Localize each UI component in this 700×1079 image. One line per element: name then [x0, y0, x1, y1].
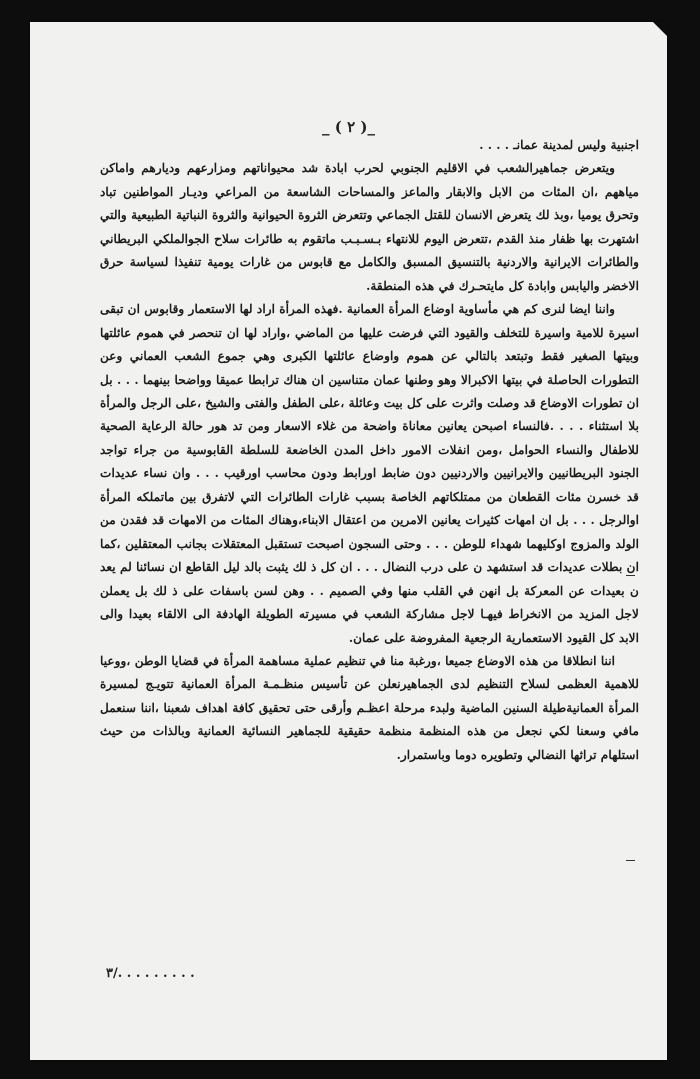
page-corner-fold — [653, 22, 667, 36]
document-body — [100, 134, 639, 767]
continuation-mark: ٣/. . . . . . . . . — [106, 966, 195, 981]
margin-mark-2 — [626, 860, 635, 861]
margin-mark-1 — [626, 575, 635, 576]
paragraph-4: اننا انطلاقا من هذه الاوضاع جميعا ،ورغبة منا في تنظيم عملية مساهمة المرأة في قضايا الوطن ،ووعيا للاهمية العظمى لسلاح التنظيم لدى الجماهيرنعلن عن تأسيس منظـمـة المرأة العمانية تتويـج لمسيرة المرأة العمانيةطيلة السنين الماضية ولبدء مرحلة اعظـم وأرقى حتى تحقيق كافة اهداف شعبنا ،اننا سنعمل مافي وسعنا لكي نجعل من هذه المنظمة منظمة حقيقية للجماهير النسائية العمانية وبالذات من حيث استلهام تراثها النضالي وتطويره دوما وباستمرار. — [100, 653, 639, 762]
page-number: _ ( ٢ )_ — [322, 118, 375, 136]
paragraph-1: اجنبية وليس لمدينة عمانـ . . . . — [479, 138, 639, 152]
document-page — [30, 22, 667, 1060]
paragraph-2: ويتعرض جماهيرالشعب في الاقليم الجنوبي لحرب ابادة شد محيواناتهم ومزارعهم وديارهم واماكن مياههم ،ان المئات من الابل والابقار والماعز والمساحات الشاسعة من المراعي وديـار المواطنين تباد وتحرق يوميا ،وبذ لك يتعرض الانسان للقتل الجماعي وتتعرض الثروة الحيوانية والثروة النباتية الطبيعية والتي اشتهرت بها ظفار منذ القدم ،تتعرض اليوم للانتهاء بـسـبـب ماتقوم به طائرات سلاح الجوالملكي البريطاني والطائرات الايرانية والاردنية بالتنسيق المسبق والكامل مع قابوس من غارات يومية تنفيذا لسياسة حرق الاخضر واليابس وابادة كل مايتحـرك في هذه المنطقة. — [100, 161, 639, 293]
paragraph-3: واننا ايضا لنرى كم هي مأساوية اوضاع المرأة العمانية .فهذه المرأة اراد لها الاستعمار وقابوس ان تبقى اسيرة للامية واسيرة للتخلف والقيود التي فرضت عليها من الماضي ،واراد لها ان تنحصر في هموم عائلتها وبيتها الصغير فقط وتبتعد بالتالي عن هموم واوضاع عائلتها الكبرى وهي جموع الشعب العماني وعن التطورات الحاصلة في بيتها الاكبرالا وهو وطنها عمان متناسين ان هناك ترابطا عميقا وواضحا بينهما . . . بل ان تطورات الاوضاع قد وصلت واثرت على كل بيت وعائلة ،على الطفل والفتى والشيخ ،على الرجل والمرأة بلا استثناء . . . .فالنساء اصبحن يعانين معاناة واضحة من غلاء الاسعار ومن تد هور حالة الرعاية الصحية للاطفال والنساء الحوامل ،ومن انفلات الامور داخل المدن الخاضعة للسلطة القابوسية من جراء تواجد الجنود البريطانيين والايرانيين والاردنيين دون ضابط اورابط ودون محاسب اورقيب . . . وان نساء عديدات قد خسرن مئات القطعان من ممتلكاتهم الخاصة بسبب غارات الطائرات التي لاتفرق بين ماتملكه المرأة اوالرجل . . . بل ان امهات كثيرات يعانين الامرين من اعتقال الابناء،وهناك المئات من الامهات قد فقدن من الولد والمزوج اوكليهما شهداء للوطن . . . وحتى السجون اصبحت تستقبل المعتقلات بجانب المعتقلين ،كما ان بطلات عديدات قد استشهد ن على درب النضال . . . ان كل ذ لك يثبت بالد ليل القاطع ان نسائنا لم يعد ن بعيدات عن المعركة بل انهن في القلب منها وفي الصميم . . وهن لسن باسفات على ذ لك بل يعملن لاجل المزيد من الانخراط فيهـا لاجل مشاركة الشعب في مسيرته الطويلة الهادفة الى الالقاء بعيدا والى الابد كل القيود الاستعمارية الرجعية المفروضة على عمان. — [100, 302, 639, 645]
